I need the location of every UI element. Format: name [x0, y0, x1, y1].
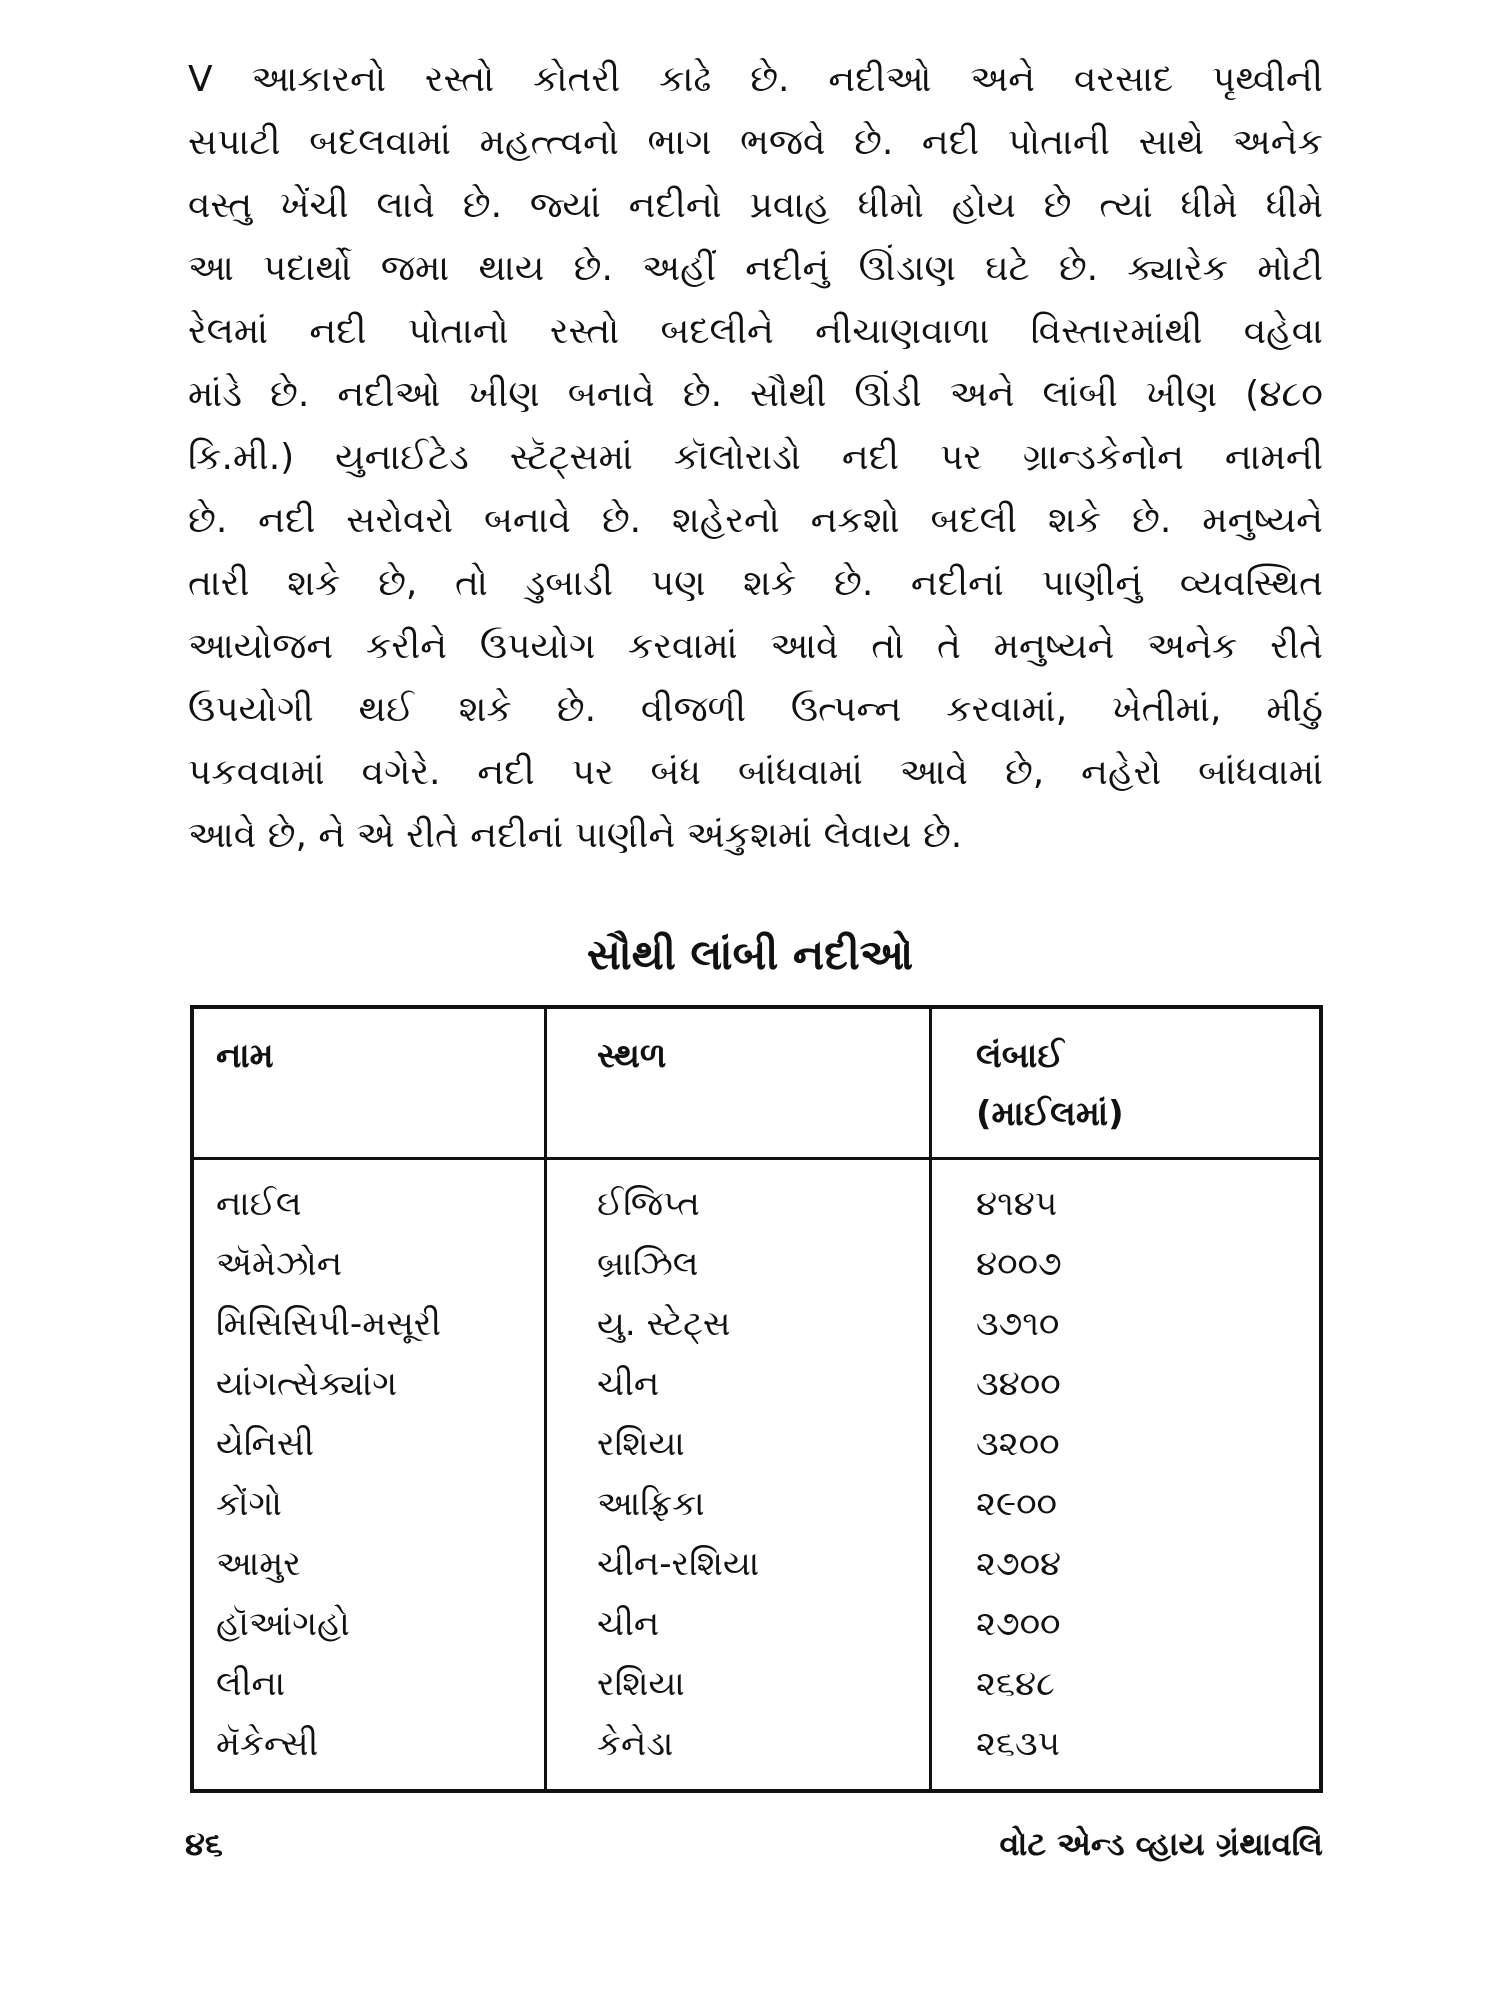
river-place: યુ. સ્ટેટ્સ — [597, 1304, 731, 1344]
river-place: રશિયા — [597, 1424, 685, 1464]
river-length: ૨૬૪૮ — [976, 1664, 1055, 1704]
river-place: ચીન — [597, 1604, 660, 1644]
table-header-length-title: લંબાઈ — [976, 1036, 1064, 1076]
paragraph-line: આ પદાર્થો જમા થાય છે. અહીં નદીનું ઊંડાણ ઘટે છે. ક્યારેક મોટી — [188, 248, 1323, 289]
series-name: વોટ એન્ડ વ્હાય ગ્રંથાવલિ — [999, 1825, 1323, 1863]
table-row — [194, 1594, 1319, 1654]
table-header-divider — [194, 1157, 1319, 1160]
river-name: કોંગો — [216, 1484, 282, 1524]
river-name: આમુર — [216, 1544, 301, 1584]
river-length: ૪૧૪૫ — [976, 1184, 1058, 1224]
river-name: હૉઆંગહો — [216, 1604, 350, 1644]
river-name: ઍમેઝોન — [216, 1244, 343, 1284]
river-length: ૨૯૦૦ — [976, 1484, 1058, 1524]
rivers-table — [190, 1005, 1323, 1793]
paragraph-line: V આકારનો રસ્તો કોતરી કાઢે છે. નદીઓ અને વરસાદ પૃથ્વીની — [188, 59, 1323, 100]
river-place: ચીન — [597, 1364, 660, 1404]
river-length: ૨૬૩૫ — [976, 1724, 1060, 1764]
table-row — [194, 1174, 1319, 1234]
paragraph-line: આવે છે, ને એ રીતે નદીનાં પાણીને અંકુશમાં લેવાય છે. — [188, 815, 963, 856]
river-place: રશિયા — [597, 1664, 685, 1704]
paragraph-line: વસ્તુ ખેંચી લાવે છે. જ્યાં નદીનો પ્રવાહ ધીમો હોય છે ત્યાં ધીમે ધીમે — [188, 185, 1323, 226]
river-length: ૪૦૦૭ — [976, 1244, 1062, 1284]
paragraph-line: છે. નદી સરોવરો બનાવે છે. શહેરનો નકશો બદલી શકે છે. મનુષ્યને — [188, 500, 1323, 541]
table-header-name: નામ — [216, 1036, 274, 1076]
river-name: મૅકેન્સી — [216, 1724, 319, 1764]
table-row — [194, 1294, 1319, 1354]
river-length: ૨૭૦૦ — [976, 1604, 1061, 1644]
table-body — [194, 1174, 1319, 1774]
paragraph-line: રેલમાં નદી પોતાનો રસ્તો બદલીને નીચાણવાળા વિસ્તારમાંથી વહેવા — [188, 311, 1323, 352]
table-row — [194, 1534, 1319, 1594]
river-length: ૩૪૦૦ — [976, 1364, 1061, 1404]
paragraph-line: તારી શકે છે, તો ડુબાડી પણ શકે છે. નદીનાં પાણીનું વ્યવસ્થિત — [188, 563, 1323, 604]
river-length: ૨૭૦૪ — [976, 1544, 1062, 1584]
paragraph-line: ઉપયોગી થઈ શકે છે. વીજળી ઉત્પન્ન કરવામાં, ખેતીમાં, મીઠું — [188, 689, 1323, 730]
table-row — [194, 1354, 1319, 1414]
table-header-length — [976, 1027, 1124, 1143]
river-name: યેનિસી — [216, 1424, 315, 1464]
river-place: આફ્રિકા — [597, 1484, 705, 1524]
table-row — [194, 1474, 1319, 1534]
river-place: કેનેડા — [597, 1724, 674, 1764]
table-header-length-unit: (માઈલમાં) — [976, 1094, 1124, 1134]
table-title: સૌથી લાંબી નદીઓ — [586, 930, 914, 979]
river-length: ૩૨૦૦ — [976, 1424, 1060, 1464]
table-header-place: સ્થળ — [597, 1036, 667, 1076]
river-name: યાંગત્સેક્યાંગ — [216, 1364, 398, 1404]
body-paragraph — [188, 48, 1323, 867]
table-row — [194, 1714, 1319, 1774]
river-name: નાઈલ — [216, 1184, 302, 1224]
river-name: લીના — [216, 1664, 286, 1704]
paragraph-line: પકવવામાં વગેરે. નદી પર બંધ બાંધવામાં આવે છે, નહેરો બાંધવામાં — [188, 752, 1323, 793]
river-length: ૩૭૧૦ — [976, 1304, 1060, 1344]
river-place: ચીન-રશિયા — [597, 1544, 760, 1584]
paragraph-line: આયોજન કરીને ઉપયોગ કરવામાં આવે તો તે મનુષ્યને અનેક રીતે — [188, 626, 1323, 667]
river-place: બ્રાઝિલ — [597, 1244, 699, 1284]
river-place: ઈજિપ્ત — [597, 1184, 700, 1224]
paragraph-line: માંડે છે. નદીઓ ખીણ બનાવે છે. સૌથી ઊંડી અને લાંબી ખીણ (૪૮૦ — [188, 374, 1323, 415]
paragraph-line: સપાટી બદલવામાં મહત્ત્વનો ભાગ ભજવે છે. નદી પોતાની સાથે અનેક — [188, 122, 1323, 163]
table-row — [194, 1654, 1319, 1714]
paragraph-line: કિ.મી.) યુનાઈટેડ સ્ટૅટ્સમાં કૉલોરાડો નદી પર ગ્રાન્ડકેનોન નામની — [188, 437, 1323, 478]
page-number: ૪૬ — [185, 1825, 223, 1863]
table-row — [194, 1414, 1319, 1474]
table-row — [194, 1234, 1319, 1294]
river-name: મિસિસિપી-મસૂરી — [216, 1304, 442, 1344]
